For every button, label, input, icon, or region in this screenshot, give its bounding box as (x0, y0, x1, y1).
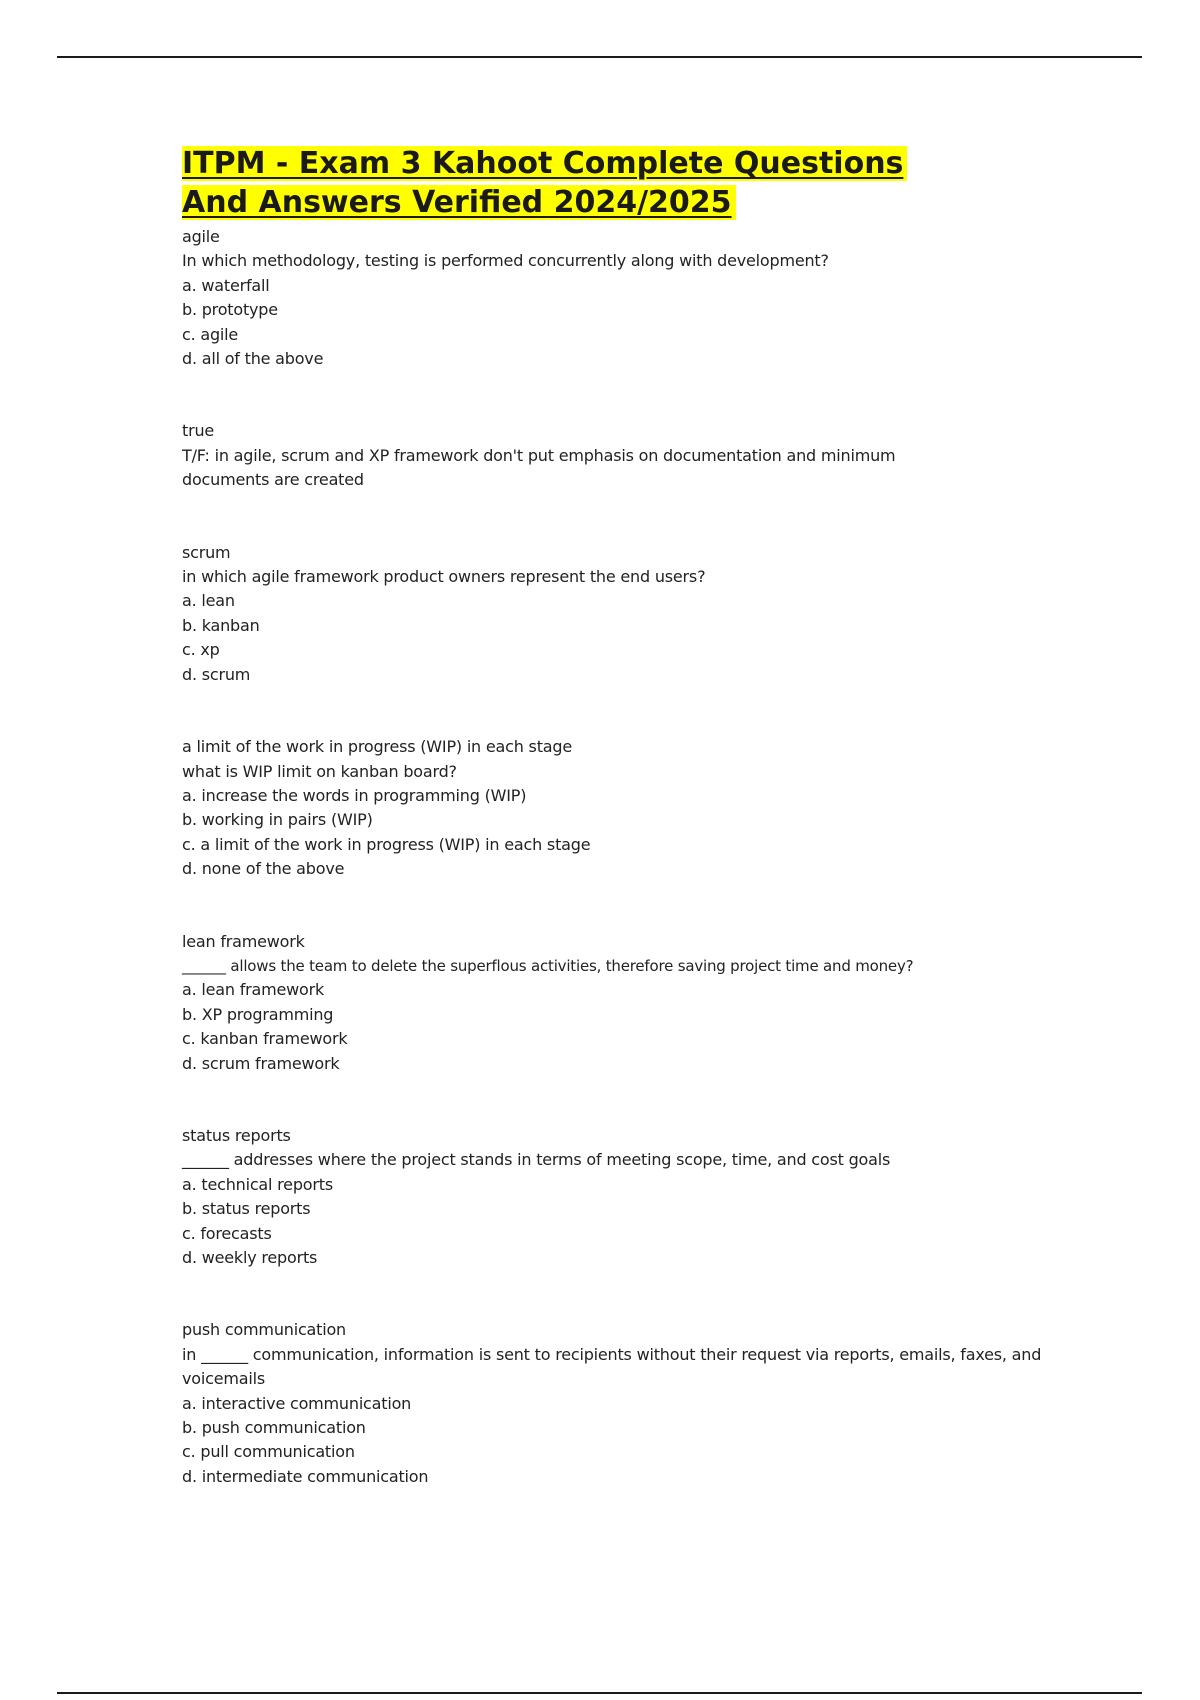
answer-text: a limit of the work in progress (WIP) in each stage (182, 737, 572, 757)
option-a: a. lean (182, 591, 235, 611)
qa-item (182, 419, 1082, 492)
option-c: c. agile (182, 324, 239, 344)
option-a: a. increase the words in programming (WIP) (182, 785, 527, 805)
question-text: In which methodology, testing is performed concurrently along with development? (182, 251, 829, 271)
answer-text: true (182, 421, 215, 441)
option-b: b. working in pairs (WIP) (182, 810, 373, 830)
option-b: b. prototype (182, 300, 278, 320)
option-b: b. XP programming (182, 1004, 334, 1024)
answer-text: agile (182, 227, 220, 246)
answer-text: status reports (182, 1125, 291, 1145)
title-line-2: And Answers Verified 2024/2025 (182, 185, 736, 220)
answer-text: lean framework (182, 931, 305, 951)
option-b: b. status reports (182, 1199, 311, 1219)
option-d: d. all of the above (182, 349, 324, 369)
option-a: a. technical reports (182, 1174, 333, 1194)
qa-item (182, 225, 1082, 371)
option-a: a. waterfall (182, 275, 270, 295)
question-text: ______ addresses where the project stands in terms of meeting scope, time, and cost goals (182, 1150, 891, 1170)
option-d: d. weekly reports (182, 1248, 318, 1267)
qa-list (182, 225, 1082, 1489)
answer-text: push communication (182, 1320, 346, 1340)
answer-text: scrum (182, 542, 231, 562)
question-text: in ______ communication, information is sent to recipients without their request via reports, emails, faxes, and voicemails (182, 1344, 1047, 1389)
option-c: c. a limit of the work in progress (WIP) in each stage (182, 834, 591, 854)
option-c: c. xp (182, 640, 220, 660)
question-text: in which agile framework product owners represent the end users? (182, 567, 706, 587)
option-d: d. intermediate communication (182, 1466, 429, 1486)
title-line-1: ITPM - Exam 3 Kahoot Complete Questions (182, 146, 907, 181)
document-body (182, 144, 1082, 1489)
option-c: c. forecasts (182, 1223, 272, 1243)
qa-item (182, 1124, 1082, 1270)
option-a: a. interactive communication (182, 1393, 412, 1413)
question-text: what is WIP limit on kanban board? (182, 761, 457, 781)
option-c: c. kanban framework (182, 1029, 348, 1049)
option-d: d. scrum (182, 664, 251, 684)
document-title (182, 144, 1082, 222)
option-d: d. none of the above (182, 859, 345, 879)
qa-item (182, 735, 1082, 881)
header-rule (57, 56, 1142, 58)
question-text: T/F: in agile, scrum and XP framework don't put emphasis on documentation and minimum documents are created (182, 445, 901, 490)
qa-item (182, 541, 1082, 687)
footer-rule (57, 1692, 1142, 1694)
option-d: d. scrum framework (182, 1053, 340, 1073)
option-b: b. kanban (182, 615, 260, 635)
option-c: c. pull communication (182, 1442, 355, 1462)
qa-item (182, 1318, 1082, 1489)
option-b: b. push communication (182, 1418, 366, 1438)
option-a: a. lean framework (182, 980, 325, 1000)
qa-item (182, 930, 1082, 1076)
question-text: ______ allows the team to delete the superflous activities, therefore saving project time and money? (182, 956, 914, 975)
